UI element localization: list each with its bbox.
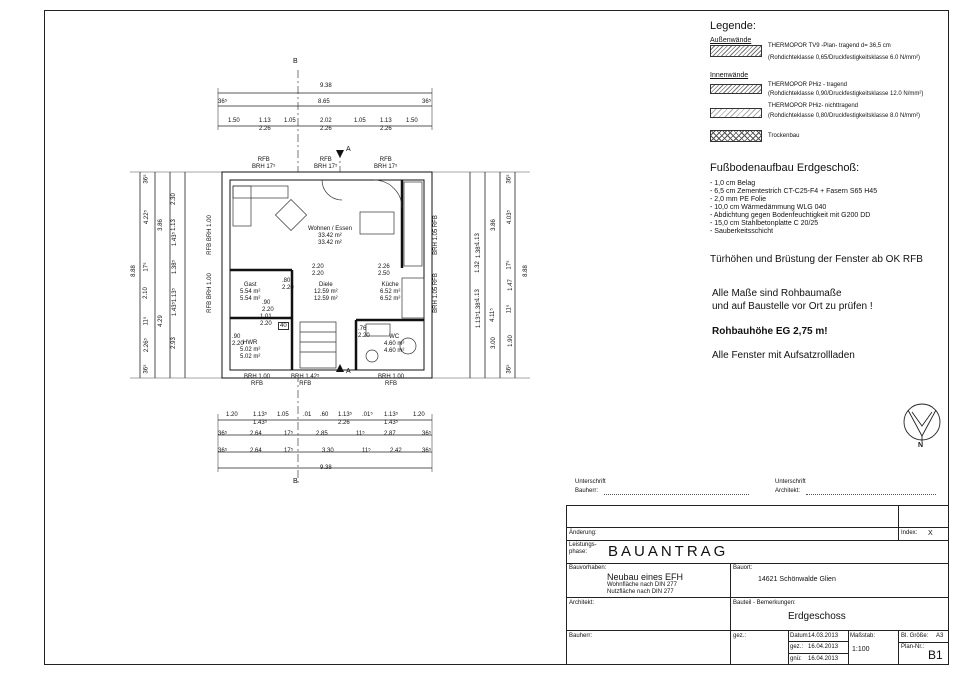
inner-wall-nonbearing-swatch [710,108,762,118]
room-hall-area1: 12.59 m² [314,289,338,295]
note-shell-2: und auf Baustelle vor Ort zu prüfen ! [712,301,873,312]
room-living [308,226,352,247]
floor-layer-4: - 10,0 cm Wärmedämmung WLG 040 [710,204,827,211]
tb-project-sub1: Wohnfläche nach DIN 277 [607,582,677,588]
north-label: N [918,442,924,449]
door-dim-0: .80 2.20 [282,278,294,291]
room-wc-area2: 4.60 m² [384,348,405,354]
stair-number: 40 [280,323,287,329]
section-a-bottom: A [346,368,351,375]
tb-phase-value: BAUANTRAG [608,543,729,560]
tb-architect-label: Architekt: [569,600,595,606]
dim-right-c5: 1.13⁵ [476,313,483,329]
room-kitchen-name: Küche [381,282,399,288]
dim-bottom-row1-4: .60 [320,412,329,418]
tb-checked1-value: 16.04.2013 [808,644,839,650]
dim-bottom-row1-0: 1.20 [226,412,238,418]
legend-inner1-line2: (Rohdichteklasse 0,90/Druckfestigkeitsklasse 12.0 N/mm²) [768,91,924,97]
dim-bottom-row3-5: 2.42 [390,448,402,454]
dim-bottom-row1b-1: 2.26 [338,420,350,426]
room-wc-area1: 4.60 m² [384,341,405,347]
dim-right-a5: 1.90 [507,335,514,347]
tb-date-value: 14.03.2013 [808,633,839,639]
dim-bottom-row1b-0: 1.43⁵ [253,420,268,426]
tb-sheet-size-label: Bl. Größe: [901,633,929,639]
room-utility-area2: 5.02 m² [240,354,261,360]
tb-project-sub2: Nutzfläche nach DIN 277 [607,589,674,595]
dim-left-a1: 4.22⁵ [144,209,151,225]
floor-build-title: Fußbodenaufbau Erdgeschoß: [710,162,860,174]
dim-bottom-row1-5: 1.13⁵ [338,412,353,418]
dim-top-row2-c: 36⁵ [422,99,432,105]
dim-left-a4: 11⁵ [143,316,150,326]
room-guest-area2: 5.54 m² [240,296,261,302]
legend-inner1-line1: THERMOPOR PHiz - tragend [768,82,848,88]
dim-left-c5: 1.43⁵ [172,301,179,317]
dim-top-row2-b: 8.65 [318,99,330,105]
room-utility-area1: 5.02 m² [240,347,261,353]
dim-bottom-row1b-2: 1.43⁵ [384,420,399,426]
dim-top-row3-6: 1.50 [406,118,418,124]
dim-left-b1: 4.29 [157,315,164,327]
tb-scale-label: Maßstab: [850,633,876,639]
room-hall [314,282,338,303]
door-dim-4: 2.26 2.50 [378,264,390,277]
floor-layer-1: - 1,0 cm Belag [710,180,756,187]
section-a-top: A [346,146,351,153]
tb-drawn-label: gez.: [733,633,747,639]
dim-bottom-row1-1: 1.13⁵ [253,412,268,418]
tb-project-label: Bauvorhaben: [569,565,607,571]
dim-bottom-row3-6: 36⁵ [422,448,432,454]
dim-top-row3b-2: 2.26 [380,126,392,132]
window-top-1: RFB BRH 17⁵ [252,157,276,170]
dim-top-row3-4: 1.05 [354,118,366,124]
dim-top-row3-1: 1.13 [259,118,271,124]
dim-bottom-row2-5: 2.87 [384,431,396,437]
floor-layer-7: - Sauberkeitsschicht [710,228,774,235]
dim-left-c1: 1.13 [170,219,177,231]
sign-right-role: Architekt: [775,488,801,494]
dim-bottom-row1-2: 1.05 [277,412,289,418]
window-left-2: RFB BRH 1.00 [206,273,213,313]
dim-left-b0: 3.86 [157,219,164,231]
dim-bottom-row2-3: 2.85 [316,431,328,437]
dim-right-b0: 3.86 [490,219,497,231]
room-wc-name: WC [389,334,400,340]
dim-bottom-row3-1: 2.64 [250,448,262,454]
legend-inner2-line1: THERMOPOR PHiz- nichttragend [768,103,859,109]
floor-layer-5: - Abdichtung gegen Bodenfeuchtigkeit mit G200 DD [710,212,871,219]
legend-title: Legende: [710,20,756,32]
dim-left-a2: 17⁵ [143,262,150,272]
dim-top-row3-0: 1.50 [228,118,240,124]
dim-right-c3: 1.13 [474,289,481,301]
sign-right-label: Unterschrift [775,479,806,485]
legend-outer-line1: THERMOPOR TV9 -Plan- tragend d= 36,5 cm [768,43,891,49]
floor-layer-6: - 15,0 cm Stahlbetonplatte C 20/25 [710,220,819,227]
room-living-area2: 33.42 m² [318,240,342,246]
dim-left-c6: 2.93 [170,337,177,349]
floor-layer-3: - 2,0 mm PE Folie [710,196,767,203]
note-shutters: Alle Fenster mit Aufsatzrollladen [712,350,855,361]
inner-wall-bearing-swatch [710,84,762,94]
floor-layer-2: - 6,5 cm Zementestrich CT-C25-F4 + Fasern S65 H45 [710,188,878,195]
room-kitchen [380,282,400,303]
dim-bottom-total: 9.38 [320,465,332,471]
dim-right-c1: 1.38⁵ [476,243,483,259]
tb-part-label: Bauteil - Bemerkungen: [733,600,796,606]
dim-right-c4: 1.38⁵ [476,299,483,315]
window-left-1: RFB BRH 1.00 [206,215,213,255]
dim-bottom-row2-1: 2.64 [250,431,262,437]
dim-right-b1: 4.11⁵ [489,308,496,322]
dim-bottom-row3-2: 17⁵ [284,448,294,454]
dim-right-a2: 17⁵ [506,260,513,270]
dim-right-a4: 11⁵ [506,304,513,314]
room-living-area1: 33.42 m² [318,233,342,239]
tb-index-label: Index: [901,530,918,536]
room-kitchen-area2: 6.52 m² [380,296,401,302]
sign-left-label: Unterschrift [575,479,606,485]
door-dim-6: .90 2.20 [232,334,244,347]
sign-left-line [604,490,749,495]
dim-bottom-row2-4: 11⁵ [356,431,365,437]
window-top-2: RFB BRH 17⁵ [314,157,338,170]
dim-left-total: 8.88 [130,265,137,277]
dim-left-a6: 36⁵ [143,364,150,374]
note-doors-windows: Türhöhen und Brüstung der Fenster ab OK RFB [710,254,923,265]
dim-bottom-row2-6: 36⁵ [422,431,432,437]
tb-change-label: Änderung: [569,530,597,536]
legend-drywall: Trockenbau [768,133,800,139]
tb-checked1-label: gez.: [790,644,804,650]
section-b-bottom: B [293,478,298,485]
dim-bottom-row3-0: 36⁵ [218,448,228,454]
tb-site-label: Bauort: [733,565,753,571]
sign-right-line [806,490,936,495]
dim-right-a6: 36⁵ [506,364,513,374]
tb-date-label: Datum [790,633,808,639]
dim-right-c2: 1.32 [474,261,481,273]
tb-scale-value: 1:100 [852,646,870,653]
door-dim-2: .90 2.20 [262,300,274,313]
note-shell-height: Rohbauhöhe EG 2,75 m! [712,326,828,337]
room-utility-name: HWR [243,340,258,346]
room-wc [384,334,404,355]
tb-project-title: Neubau eines EFH [607,572,684,582]
dim-left-c0: 2.30 [170,193,177,205]
door-dim-1: 1.01 2.20 [260,314,272,327]
dim-right-total: 8.88 [522,265,529,277]
tb-part-value: Erdgeschoss [788,611,846,622]
tb-plan-no-label: Plan-Nr.: [901,644,925,650]
tb-client-label: Bauherr: [569,633,593,639]
drywall-swatch [710,130,762,142]
window-bottom-2: BRH 1.42⁵ RFB [291,374,320,387]
dim-bottom-row1-7: 1.13⁵ [384,412,399,418]
legend-inner2-line2: (Rohdichteklasse 0,80/Druckfestigkeitsklasse 8.0 N/mm²) [768,113,921,119]
dim-left-a0: 36⁵ [143,174,150,184]
room-hall-area2: 12.59 m² [314,296,338,302]
note-shell-1: Alle Maße sind Rohbaumaße [712,288,842,299]
dim-right-c0: 1.13 [474,233,481,245]
dim-top-row3-5: 1.13 [380,118,392,124]
door-dim-3: 2.20 2.20 [312,264,324,277]
dim-top-row3-2: 1.05 [284,118,296,124]
room-guest-area1: 5.54 m² [240,289,261,295]
room-hall-name: Diele [319,282,333,288]
dim-right-a0: 36⁵ [506,174,513,184]
room-living-name: Wohnen / Essen [308,226,352,232]
window-right-1: BRH 1.05 RFB [432,215,439,255]
dim-bottom-row1-8: 1.20 [413,412,425,418]
sign-left-role: Bauherr: [575,488,599,494]
dim-top-row2-a: 36⁵ [218,99,228,105]
dim-bottom-row2-2: 17⁵ [284,431,294,437]
tb-checked2-value: 16.04.2013 [808,656,839,662]
dim-bottom-row2-0: 36⁵ [218,431,228,437]
legend-outer-line2: (Rohdichteklasse 0,65/Druckfestigkeitsklasse 6.0 N/mm²) [768,55,921,61]
dim-left-a5: 2.26⁵ [144,337,151,353]
tb-phase-label: Leistungs- phase: [569,542,597,555]
dim-bottom-row1-3: .01 [303,412,312,418]
door-dim-5: .76 2.20 [358,326,370,339]
tb-sheet-size-value: A3 [936,633,944,639]
dim-right-a3: 1.47 [507,279,514,291]
window-bottom-3: BRH 1.00 RFB [378,374,405,387]
dim-top-row3-3: 2.02 [320,118,332,124]
window-right-2: BRH 1.05 RFB [432,273,439,313]
dim-right-b2: 3.00 [490,337,497,349]
dim-top-row3b-0: 2.26 [259,126,271,132]
dim-right-a1: 4.03⁵ [507,209,514,225]
dim-left-a3: 2.10 [142,287,149,299]
dim-top-total: 9.38 [320,83,332,89]
tb-plan-no-value: B1 [928,648,943,662]
dim-left-c3: 1.38⁵ [172,259,179,275]
room-guest [240,282,260,303]
window-top-3: RFB BRH 17⁵ [374,157,398,170]
room-kitchen-area1: 6.52 m² [380,289,401,295]
dim-bottom-row1-6: .01⁵ [362,412,373,418]
tb-index-value: X [928,530,933,537]
dim-top-row3b-1: 2.26 [320,126,332,132]
outer-wall-swatch [710,45,762,57]
legend-inner-heading: Innenwände [710,72,749,79]
dim-bottom-row3-4: 11⁵ [362,448,371,454]
legend-outer-heading: Außenwände [710,37,752,44]
window-bottom-1: BRH 1.00 RFB [244,374,271,387]
tb-checked2-label: gnü: [790,656,802,662]
dim-left-c4: 1.13⁵ [172,287,179,303]
tb-site-value: 14621 Schönwalde Glien [758,576,836,583]
room-guest-name: Gast [243,282,257,288]
floor-build-list [710,180,877,236]
dim-bottom-row3-3: 3.30 [322,448,334,454]
dim-left-c2: 1.43⁵ [172,231,179,247]
section-b-top: B [293,58,298,65]
